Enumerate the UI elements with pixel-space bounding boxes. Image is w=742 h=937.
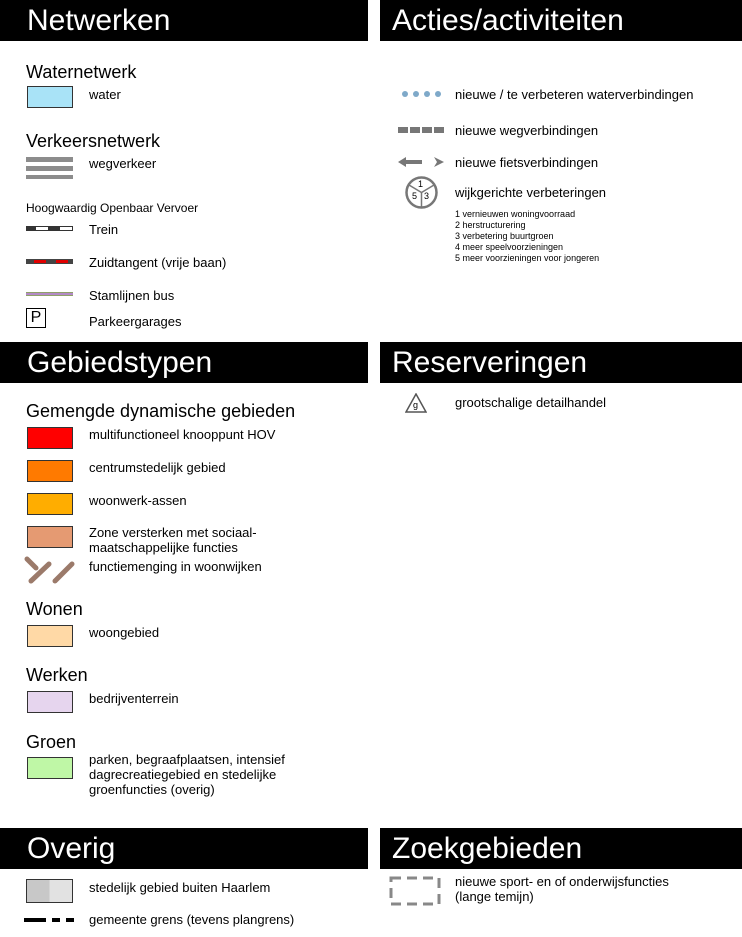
stedelijk-swatch — [26, 879, 73, 903]
wegverkeer-label: wegverkeer — [89, 156, 157, 171]
gemeentegrens-line-icon — [24, 916, 76, 924]
wijk-item-5: 5 meer voorzieningen voor jongeren — [455, 253, 600, 263]
zoekgebied-dashed-rect-icon — [389, 875, 443, 907]
wijk-item-3: 3 verbetering buurtgroen — [455, 231, 554, 241]
acties-title: Acties/activiteiten — [392, 4, 624, 37]
wijk-symbol-right: 3 — [424, 191, 430, 201]
centrumstedelijk-label: centrumstedelijk gebied — [89, 460, 226, 475]
woonwerk-swatch — [27, 493, 73, 515]
acties-wijk-label: wijkgerichte verbeteringen — [455, 185, 607, 200]
verkeersnetwerk-heading: Verkeersnetwerk — [26, 131, 161, 151]
gemeentegrens-label: gemeente grens (tevens plangrens) — [89, 912, 295, 927]
centrumstedelijk-swatch — [27, 460, 73, 482]
acties-weg-label: nieuwe wegverbindingen — [455, 123, 599, 138]
werken-heading: Werken — [26, 665, 88, 685]
groen-heading: Groen — [26, 732, 77, 752]
wegverkeer-lines-icon — [26, 155, 74, 181]
netwerken-title: Netwerken — [27, 4, 171, 37]
parking-icon: P — [26, 308, 46, 328]
functiemenging-label: functiemenging in woonwijken — [89, 559, 262, 574]
trein-line-icon — [26, 226, 74, 232]
zuidtangent-label: Zuidtangent (vrije baan) — [89, 255, 227, 270]
detailhandel-label: grootschalige detailhandel — [455, 395, 607, 410]
weg-dashes-icon — [398, 126, 446, 134]
wijk-circle-icon — [405, 176, 438, 209]
detailhandel-triangle-icon — [405, 393, 427, 413]
wijk-symbol-top: 1 — [418, 179, 424, 189]
zuidtangent-line-icon — [26, 259, 74, 265]
woongebied-label: woongebied — [89, 625, 160, 640]
multifunctioneel-swatch — [27, 427, 73, 449]
water-dots-icon — [400, 89, 446, 99]
acties-water-label: nieuwe / te verbeteren waterverbindingen — [455, 87, 694, 102]
zone-label: Zone versterken met sociaal-maatschappelijke functies — [89, 525, 257, 555]
groen-swatch — [27, 757, 73, 779]
waternetwerk-heading: Waternetwerk — [26, 62, 137, 82]
trein-label: Trein — [89, 222, 119, 237]
detailhandel-symbol: g — [413, 400, 419, 410]
acties-fiets-label: nieuwe fietsverbindingen — [455, 155, 599, 170]
wonen-heading: Wonen — [26, 599, 83, 619]
zone-swatch — [27, 526, 73, 548]
hov-heading: Hoogwaardig Openbaar Vervoer — [26, 201, 199, 215]
multifunctioneel-label: multifunctioneel knooppunt HOV — [89, 427, 276, 442]
fiets-arrows-icon — [398, 156, 446, 168]
zoekgebied-label: nieuwe sport- en of onderwijsfuncties (lange temijn) — [455, 874, 669, 904]
bedrijventerrein-label: bedrijventerrein — [89, 691, 179, 706]
groen-label: parken, begraafplaatsen, intensief dagrecreatiegebied en stedelijke groenfuncties (overig) — [89, 752, 285, 797]
gemengd-heading: Gemengde dynamische gebieden — [26, 401, 296, 421]
functiemenging-hatch-icon — [24, 556, 76, 584]
stedelijk-label: stedelijk gebied buiten Haarlem — [89, 880, 271, 895]
overig-title: Overig — [27, 832, 116, 865]
reserveringen-title: Reserveringen — [392, 346, 588, 379]
zoekgebieden-title: Zoekgebieden — [392, 832, 583, 865]
wijk-item-1: 1 vernieuwen woningvoorraad — [455, 209, 576, 219]
wijk-item-2: 2 herstructurering — [455, 220, 526, 230]
water-swatch — [27, 86, 73, 108]
parkeergarages-label: Parkeergarages — [89, 314, 182, 329]
wijk-symbol-left: 5 — [412, 191, 418, 201]
woonwerk-label: woonwerk-assen — [89, 493, 187, 508]
water-label: water — [89, 87, 121, 102]
stamlijnen-line-icon — [26, 292, 74, 298]
stamlijnen-label: Stamlijnen bus — [89, 288, 175, 303]
bedrijventerrein-swatch — [27, 691, 73, 713]
wijk-item-4: 4 meer speelvoorzieningen — [455, 242, 564, 252]
gebiedstypen-title: Gebiedstypen — [27, 346, 213, 379]
woongebied-swatch — [27, 625, 73, 647]
